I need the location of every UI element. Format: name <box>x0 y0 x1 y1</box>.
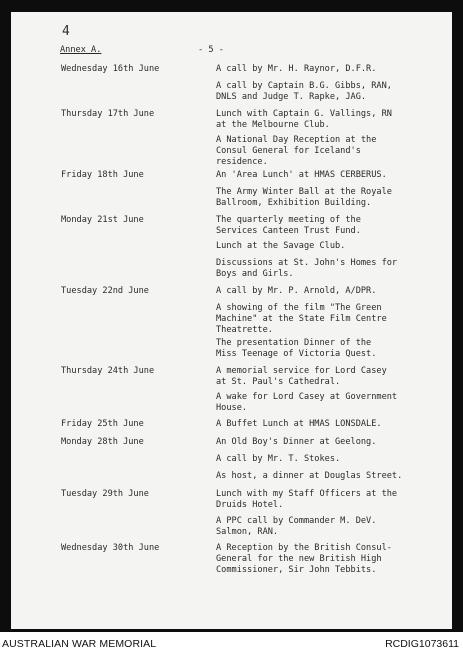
schedule-event: A call by Captain B.G. Gibbs, RAN, DNLS and Judge T. Rapke, JAG. <box>216 81 392 102</box>
schedule-day: Thursday 24th June <box>61 366 155 376</box>
schedule-day: Monday 28th June <box>61 437 144 447</box>
schedule-event: A National Day Reception at the Consul General for Iceland's residence. <box>216 135 377 167</box>
footer-bar <box>0 632 463 653</box>
schedule-day: Monday 21st June <box>61 215 144 225</box>
schedule-event: A wake for Lord Casey at Government House. <box>216 392 398 413</box>
schedule-day: Tuesday 29th June <box>61 489 149 499</box>
footer-source: AUSTRALIAN WAR MEMORIAL <box>2 638 157 650</box>
schedule-event: A Reception by the British Consul- General for the new British High Commissioner, Sir John Tebbits. <box>216 543 392 575</box>
schedule-event: As host, a dinner at Douglas Street. <box>216 471 403 481</box>
schedule-event: A call by Mr. T. Stokes. <box>216 454 341 464</box>
schedule-day: Friday 18th June <box>61 170 144 180</box>
schedule-day: Friday 25th June <box>61 419 144 429</box>
schedule-day: Thursday 17th June <box>61 109 155 119</box>
schedule-event: Discussions at St. John's Homes for Boys and Girls. <box>216 258 398 279</box>
schedule-event: A call by Mr. P. Arnold, A/DPR. <box>216 286 377 296</box>
schedule-event: Lunch with my Staff Officers at the Druids Hotel. <box>216 489 398 510</box>
page-number: - 5 - <box>198 45 224 55</box>
schedule-day: Wednesday 16th June <box>61 64 160 74</box>
schedule-event: A showing of the film "The Green Machine" at the State Film Centre Theatrette. <box>216 303 387 335</box>
schedule-event: An Old Boy's Dinner at Geelong. <box>216 437 377 447</box>
schedule-event: A PPC call by Commander M. DeV. Salmon, RAN. <box>216 516 377 537</box>
schedule-event: A call by Mr. H. Raynor, D.F.R. <box>216 64 377 74</box>
schedule-event: Lunch at the Savage Club. <box>216 241 346 251</box>
schedule-event: A Buffet Lunch at HMAS LONSDALE. <box>216 419 382 429</box>
handwritten-mark: 4 <box>62 24 70 39</box>
schedule-day: Wednesday 30th June <box>61 543 160 553</box>
annex-label: Annex A. <box>60 45 102 55</box>
schedule-event: An 'Area Lunch' at HMAS CERBERUS. <box>216 170 387 180</box>
schedule-event: The presentation Dinner of the Miss Teenage of Victoria Quest. <box>216 338 377 359</box>
schedule-event: The quarterly meeting of the Services Canteen Trust Fund. <box>216 215 361 236</box>
footer-id: RCDIG1073611 <box>385 638 459 650</box>
schedule-event: Lunch with Captain G. Vallings, RN at the Melbourne Club. <box>216 109 392 130</box>
schedule-event: The Army Winter Ball at the Royale Ballroom, Exhibition Building. <box>216 187 392 208</box>
schedule-day: Tuesday 22nd June <box>61 286 149 296</box>
schedule-event: A memorial service for Lord Casey at St. Paul's Cathedral. <box>216 366 387 387</box>
